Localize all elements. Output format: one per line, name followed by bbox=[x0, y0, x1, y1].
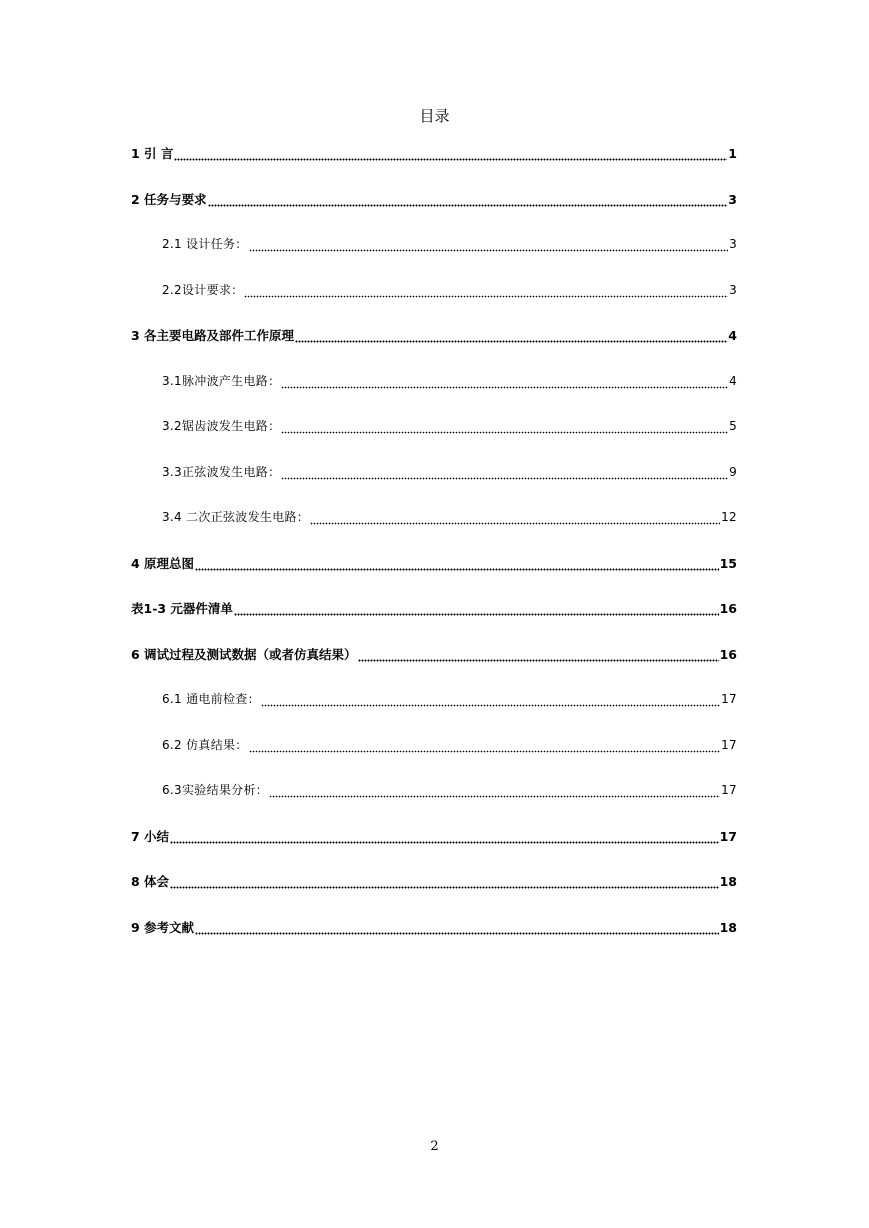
toc-entry-debugging[interactable] bbox=[131, 645, 737, 667]
toc-entry-references[interactable] bbox=[131, 918, 737, 940]
toc-entry-title: 2 任务与要求 bbox=[131, 191, 207, 207]
toc-entry-title: 3.3正弦波发生电路： bbox=[162, 464, 281, 479]
toc-entry-schematic[interactable] bbox=[131, 554, 737, 576]
toc-entry-result-analysis[interactable] bbox=[162, 781, 737, 803]
toc-entry-title: 3 各主要电路及部件工作原理 bbox=[131, 328, 295, 343]
toc-entry-title: 7 小结 bbox=[131, 828, 170, 844]
toc-dot-leader bbox=[174, 149, 727, 161]
toc-entry-title: 2.2设计要求： bbox=[162, 282, 244, 297]
toc-dot-leader bbox=[295, 331, 727, 343]
toc-entry-title: 8 体会 bbox=[131, 874, 170, 889]
toc-entry-reflections[interactable] bbox=[131, 872, 737, 894]
toc-dot-leader bbox=[208, 195, 728, 207]
toc-dot-leader bbox=[261, 695, 720, 707]
toc-entry-simulation-results[interactable] bbox=[162, 736, 737, 758]
toc-entry-title: 4 原理总图 bbox=[131, 555, 195, 571]
toc-entry-title: 6.1 通电前检查： bbox=[162, 692, 260, 706]
toc-entry-page: 15 bbox=[719, 555, 737, 571]
toc-dot-leader bbox=[281, 377, 728, 389]
toc-dot-leader bbox=[195, 559, 719, 571]
toc-entry-page: 17 bbox=[721, 692, 737, 706]
toc-entry-design-task[interactable] bbox=[162, 235, 737, 257]
toc-dot-leader bbox=[310, 513, 720, 525]
toc-entry-sawtooth-circuit[interactable] bbox=[162, 417, 737, 439]
toc-dot-leader bbox=[249, 741, 721, 753]
toc-entry-title: 3.1脉冲波产生电路： bbox=[162, 373, 281, 388]
toc-entry-title: 1 引 言 bbox=[131, 146, 174, 161]
toc-entry-title: 3.4 二次正弦波发生电路： bbox=[162, 510, 310, 524]
toc-dot-leader bbox=[170, 832, 719, 844]
toc-entry-page: 16 bbox=[719, 646, 737, 662]
toc-entry-sine-circuit[interactable] bbox=[162, 463, 737, 485]
toc-entry-introduction[interactable] bbox=[131, 144, 737, 166]
toc-entry-component-list[interactable] bbox=[131, 599, 737, 621]
toc-entry-page: 16 bbox=[719, 601, 737, 616]
toc-dot-leader bbox=[249, 240, 728, 252]
toc-entry-design-requirements[interactable] bbox=[162, 281, 737, 303]
toc-entry-page: 3 bbox=[729, 282, 737, 297]
toc-entry-page: 1 bbox=[728, 146, 737, 161]
page-title: 目录 bbox=[419, 107, 450, 125]
toc-entry-second-sine-circuit[interactable] bbox=[162, 508, 737, 530]
toc-entry-page: 5 bbox=[729, 419, 737, 433]
toc-entry-circuit-principles[interactable] bbox=[131, 326, 737, 348]
toc-entry-title: 6 调试过程及测试数据（或者仿真结果） bbox=[131, 646, 357, 662]
toc-entry-page: 18 bbox=[719, 919, 737, 935]
toc-entry-title: 6.3实验结果分析： bbox=[162, 783, 269, 797]
toc-entry-tasks[interactable] bbox=[131, 190, 737, 212]
toc-entry-pulse-circuit[interactable] bbox=[162, 372, 737, 394]
toc-entry-page: 4 bbox=[728, 328, 737, 343]
toc-dot-leader bbox=[234, 604, 719, 616]
toc-entry-page: 3 bbox=[728, 191, 737, 207]
toc-entry-title: 6.2 仿真结果： bbox=[162, 737, 248, 752]
toc-dot-leader bbox=[281, 468, 728, 480]
toc-dot-leader bbox=[244, 286, 728, 298]
toc-entry-page: 17 bbox=[719, 828, 737, 844]
toc-entry-page: 4 bbox=[729, 373, 737, 388]
toc-dot-leader bbox=[281, 422, 728, 434]
toc-entry-title: 表1-3 元器件清单 bbox=[131, 601, 233, 616]
toc-dot-leader bbox=[358, 650, 719, 662]
toc-entry-page: 9 bbox=[729, 464, 737, 479]
toc-entry-summary[interactable] bbox=[131, 827, 737, 849]
toc-dot-leader bbox=[195, 923, 719, 935]
toc-dot-leader bbox=[269, 786, 720, 798]
page-number: 2 bbox=[430, 1139, 439, 1154]
toc-entry-page: 17 bbox=[721, 737, 737, 752]
toc-entry-page: 17 bbox=[721, 783, 737, 797]
toc-dot-leader bbox=[170, 877, 719, 889]
toc-entry-title: 3.2锯齿波发生电路： bbox=[162, 419, 281, 433]
toc-entry-page: 12 bbox=[721, 510, 737, 524]
toc-entry-title: 2.1 设计任务： bbox=[162, 237, 248, 251]
toc-entry-page: 18 bbox=[719, 874, 737, 889]
toc-entry-page: 3 bbox=[729, 237, 737, 251]
toc-entry-title: 9 参考文献 bbox=[131, 919, 195, 935]
toc-entry-pre-power-check[interactable] bbox=[162, 690, 737, 712]
